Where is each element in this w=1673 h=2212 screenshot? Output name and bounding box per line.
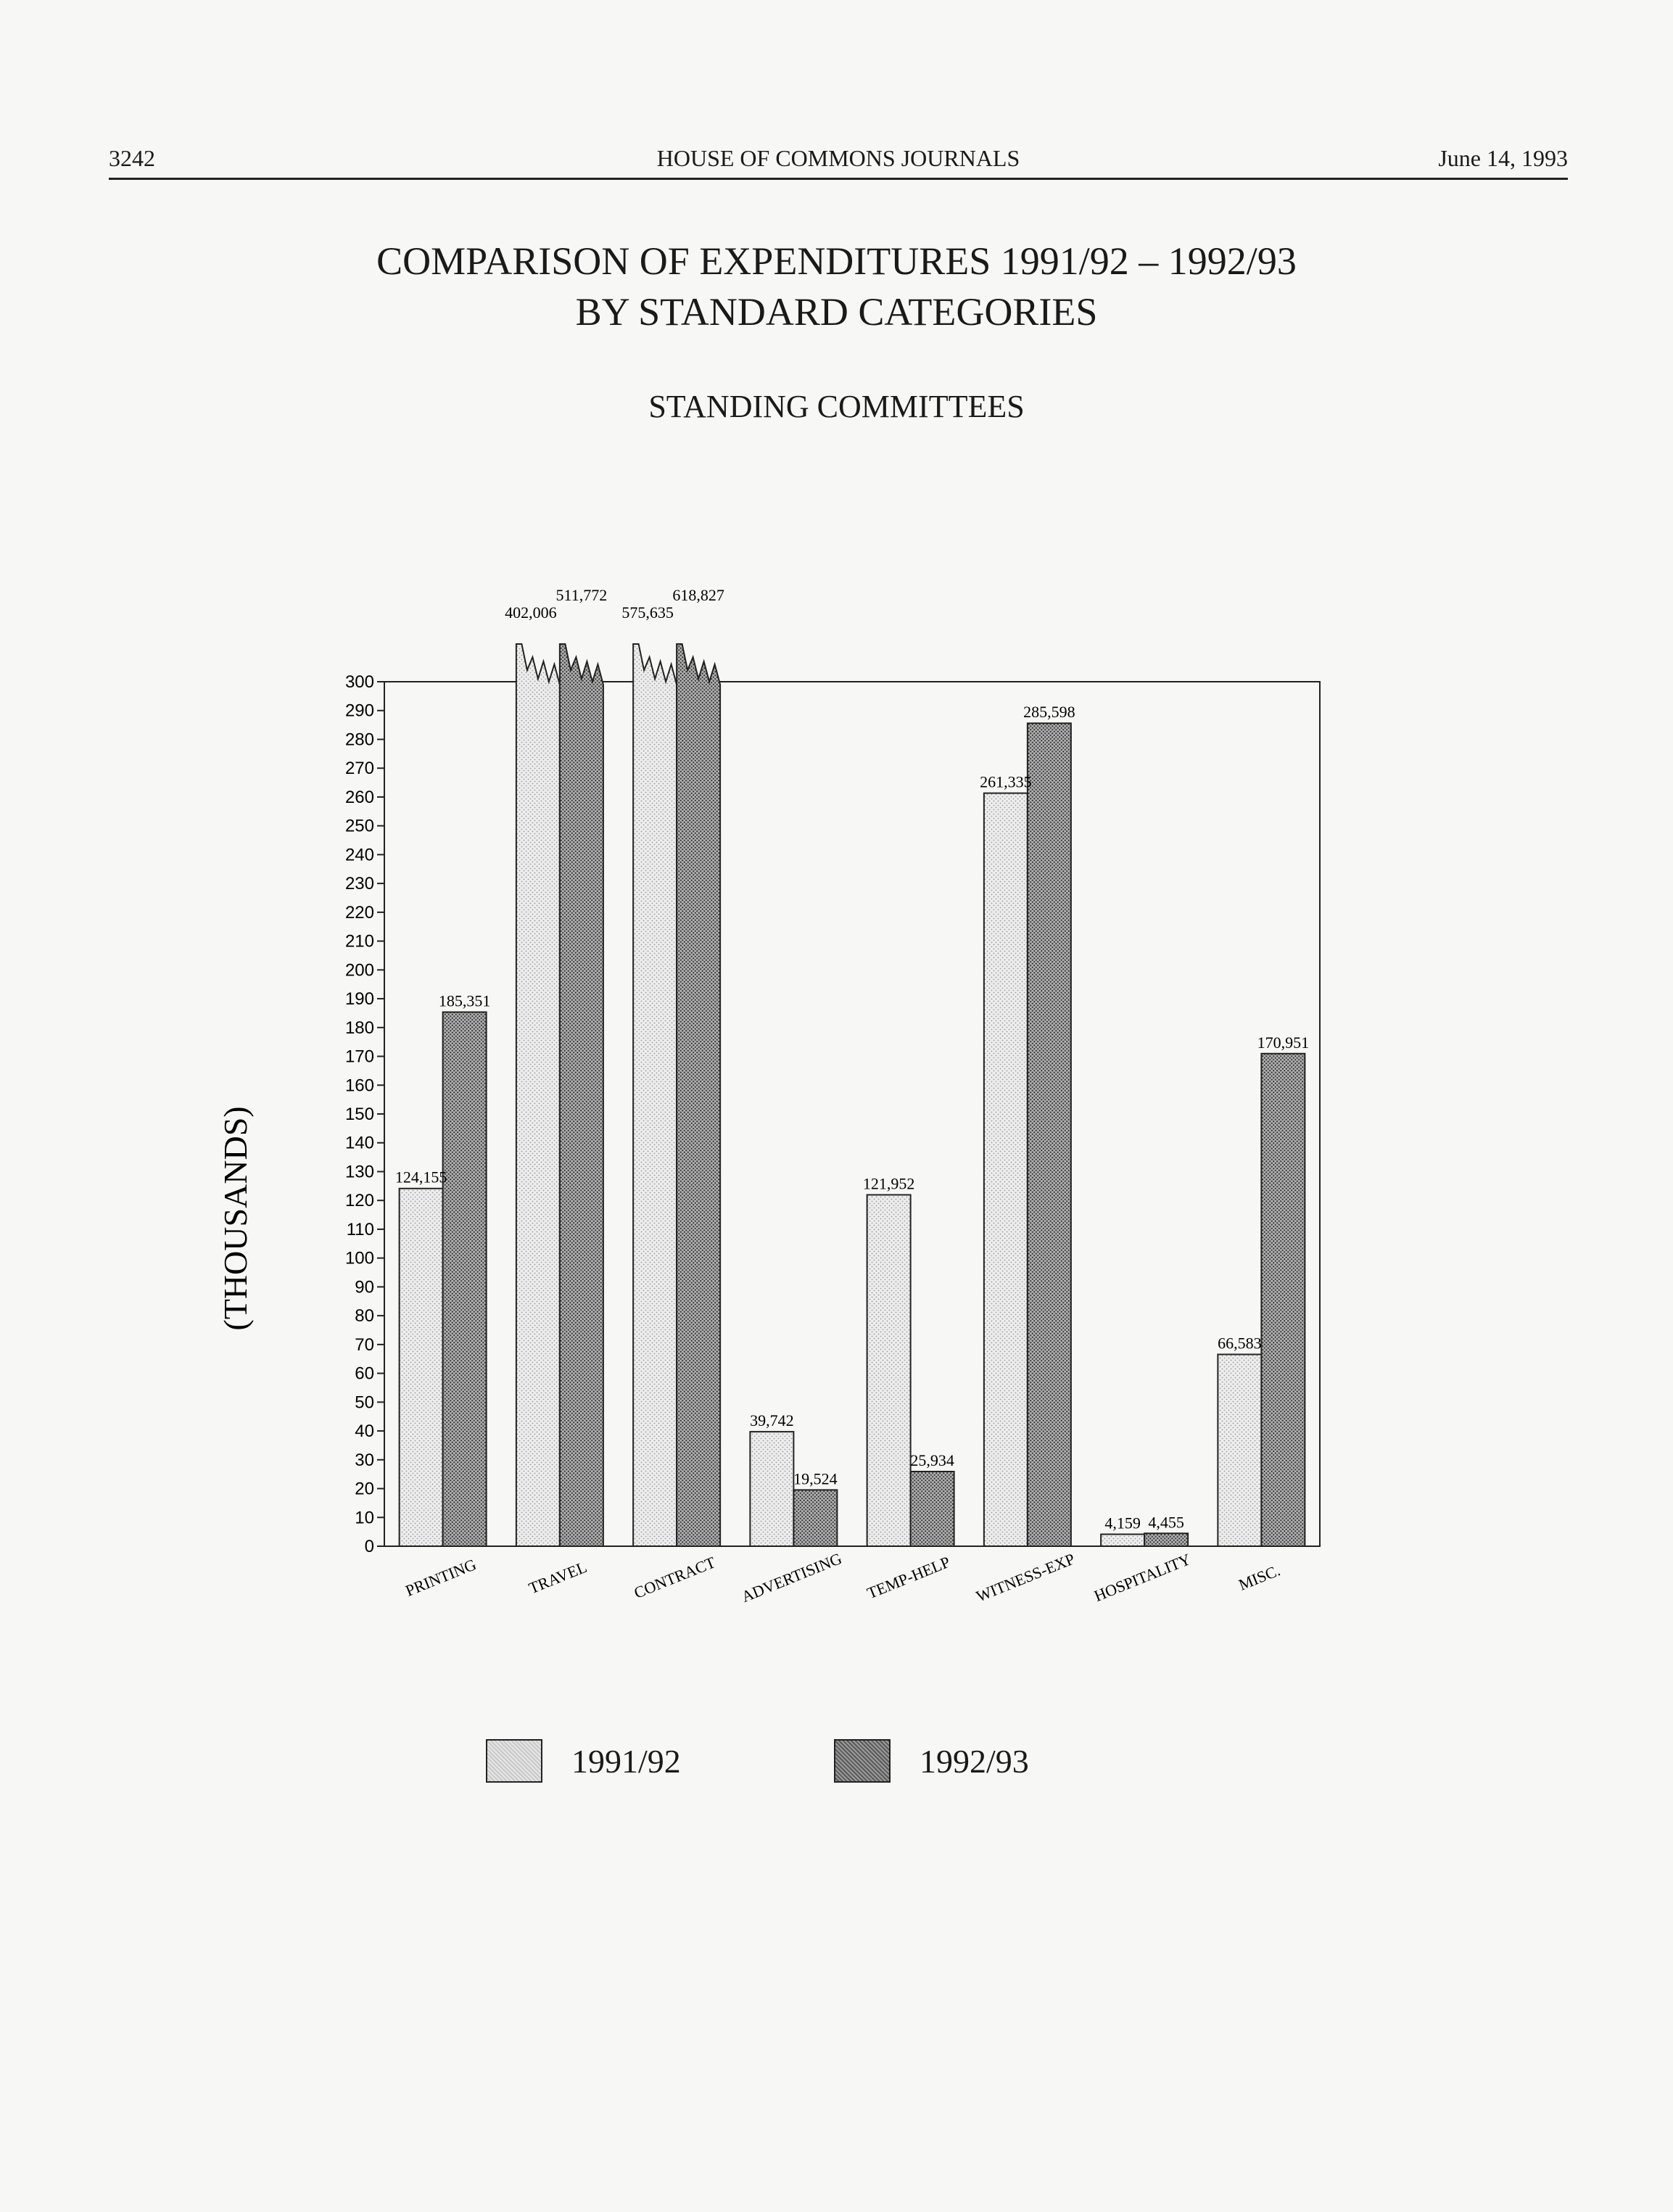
y-tick-label: 40 <box>355 1421 374 1442</box>
bar-1992-advertising <box>793 1490 837 1546</box>
data-label: 618,827 <box>672 586 724 604</box>
y-axis-label: (THOUSANDS) <box>217 1106 254 1331</box>
bar-1992-printing <box>443 1012 487 1546</box>
x-category-label: CONTRACT <box>631 1553 718 1602</box>
data-label: 4,159 <box>1104 1514 1141 1532</box>
y-tick-label: 220 <box>344 902 374 923</box>
bar-1991-temp-help <box>867 1194 911 1546</box>
bar-1992-misc- <box>1261 1054 1305 1546</box>
bar-1991-hospitality <box>1101 1534 1144 1546</box>
y-tick-label: 230 <box>344 874 374 894</box>
data-label: 121,952 <box>862 1174 915 1193</box>
y-tick-label: 250 <box>344 816 374 836</box>
bar-1992-hospitality <box>1144 1533 1188 1546</box>
y-tick-label: 170 <box>344 1047 374 1067</box>
data-label: 402,006 <box>505 603 557 622</box>
data-label: 66,583 <box>1218 1334 1262 1353</box>
y-tick-label: 280 <box>344 730 374 750</box>
data-label: 575,635 <box>621 603 674 622</box>
x-category-label: MISC. <box>1236 1561 1283 1594</box>
y-tick-label: 60 <box>355 1363 374 1384</box>
bar-1992-temp-help <box>911 1472 954 1546</box>
bar-1992-travel <box>560 644 603 1546</box>
bar-1991-misc- <box>1218 1354 1261 1546</box>
bar-chart <box>203 537 1407 1668</box>
bar-1992-contract <box>677 644 720 1546</box>
y-tick-label: 260 <box>344 787 374 807</box>
page-header <box>109 145 1568 174</box>
data-label: 185,351 <box>438 991 491 1010</box>
bar-1992-witness-exp <box>1028 723 1071 1546</box>
data-label: 170,951 <box>1257 1033 1310 1052</box>
legend-item-1991 <box>486 1739 681 1783</box>
y-tick-label: 30 <box>355 1450 374 1470</box>
journal-title: HOUSE OF COMMONS JOURNALS <box>656 145 1020 171</box>
y-tick-label: 270 <box>344 759 374 779</box>
y-tick-label: 10 <box>355 1508 374 1528</box>
y-tick-label: 240 <box>344 845 374 865</box>
header-date: June 14, 1993 <box>1438 145 1568 171</box>
page-number: 3242 <box>109 145 155 171</box>
data-label: 39,742 <box>750 1411 794 1430</box>
y-tick-label: 130 <box>344 1162 374 1182</box>
x-category-label: ADVERTISING <box>738 1549 845 1606</box>
chart-title-line-2: BY STANDARD CATEGORIES <box>575 290 1098 334</box>
y-tick-label: 120 <box>344 1191 374 1211</box>
y-tick-label: 290 <box>344 701 374 721</box>
legend-label-1991: 1991/92 <box>571 1742 681 1780</box>
chart-title <box>0 236 1673 337</box>
legend-swatch-1992 <box>834 1739 891 1783</box>
bar-1991-advertising <box>750 1432 793 1546</box>
x-category-label: PRINTING <box>402 1555 479 1600</box>
bar-1991-contract <box>633 644 677 1546</box>
x-category-label: TRAVEL <box>526 1557 590 1598</box>
y-tick-label: 100 <box>344 1248 374 1268</box>
y-tick-label: 210 <box>344 931 374 952</box>
y-tick-label: 180 <box>344 1018 374 1038</box>
y-tick-label: 50 <box>355 1392 374 1413</box>
y-tick-label: 110 <box>346 1219 374 1239</box>
legend-label-1992: 1992/93 <box>920 1742 1029 1780</box>
y-tick-label: 80 <box>355 1306 374 1326</box>
header-rule <box>109 178 1568 180</box>
data-label: 511,772 <box>555 586 608 604</box>
bar-1991-witness-exp <box>984 793 1028 1546</box>
x-category-label: HOSPITALITY <box>1091 1550 1194 1606</box>
bar-1991-travel <box>516 644 560 1546</box>
bar-1991-printing <box>400 1189 443 1546</box>
y-tick-label: 140 <box>344 1133 374 1153</box>
y-tick-label: 70 <box>355 1334 374 1355</box>
data-label: 124,155 <box>395 1168 447 1187</box>
data-label: 19,524 <box>793 1469 838 1488</box>
data-label: 25,934 <box>910 1450 954 1469</box>
y-tick-label: 20 <box>355 1479 374 1499</box>
legend-item-1992 <box>834 1739 1029 1783</box>
y-tick-label: 160 <box>344 1076 374 1096</box>
x-category-label: WITNESS-EXP <box>973 1549 1078 1606</box>
y-tick-label: 150 <box>344 1105 374 1124</box>
data-label: 285,598 <box>1023 703 1075 722</box>
y-tick-label: 190 <box>344 989 374 1010</box>
y-tick-label: 200 <box>344 960 374 981</box>
y-tick-label: 300 <box>344 672 374 692</box>
y-tick-label: 0 <box>364 1537 374 1556</box>
data-label: 4,455 <box>1148 1513 1184 1532</box>
chart-subtitle: STANDING COMMITTEES <box>648 389 1025 424</box>
x-category-label: TEMP-HELP <box>864 1552 953 1603</box>
y-tick-label: 90 <box>355 1277 374 1297</box>
legend-swatch-1991 <box>486 1739 542 1783</box>
chart-title-line-1: COMPARISON OF EXPENDITURES 1991/92 – 1992/93 <box>376 239 1297 283</box>
data-label: 261,335 <box>980 772 1032 791</box>
